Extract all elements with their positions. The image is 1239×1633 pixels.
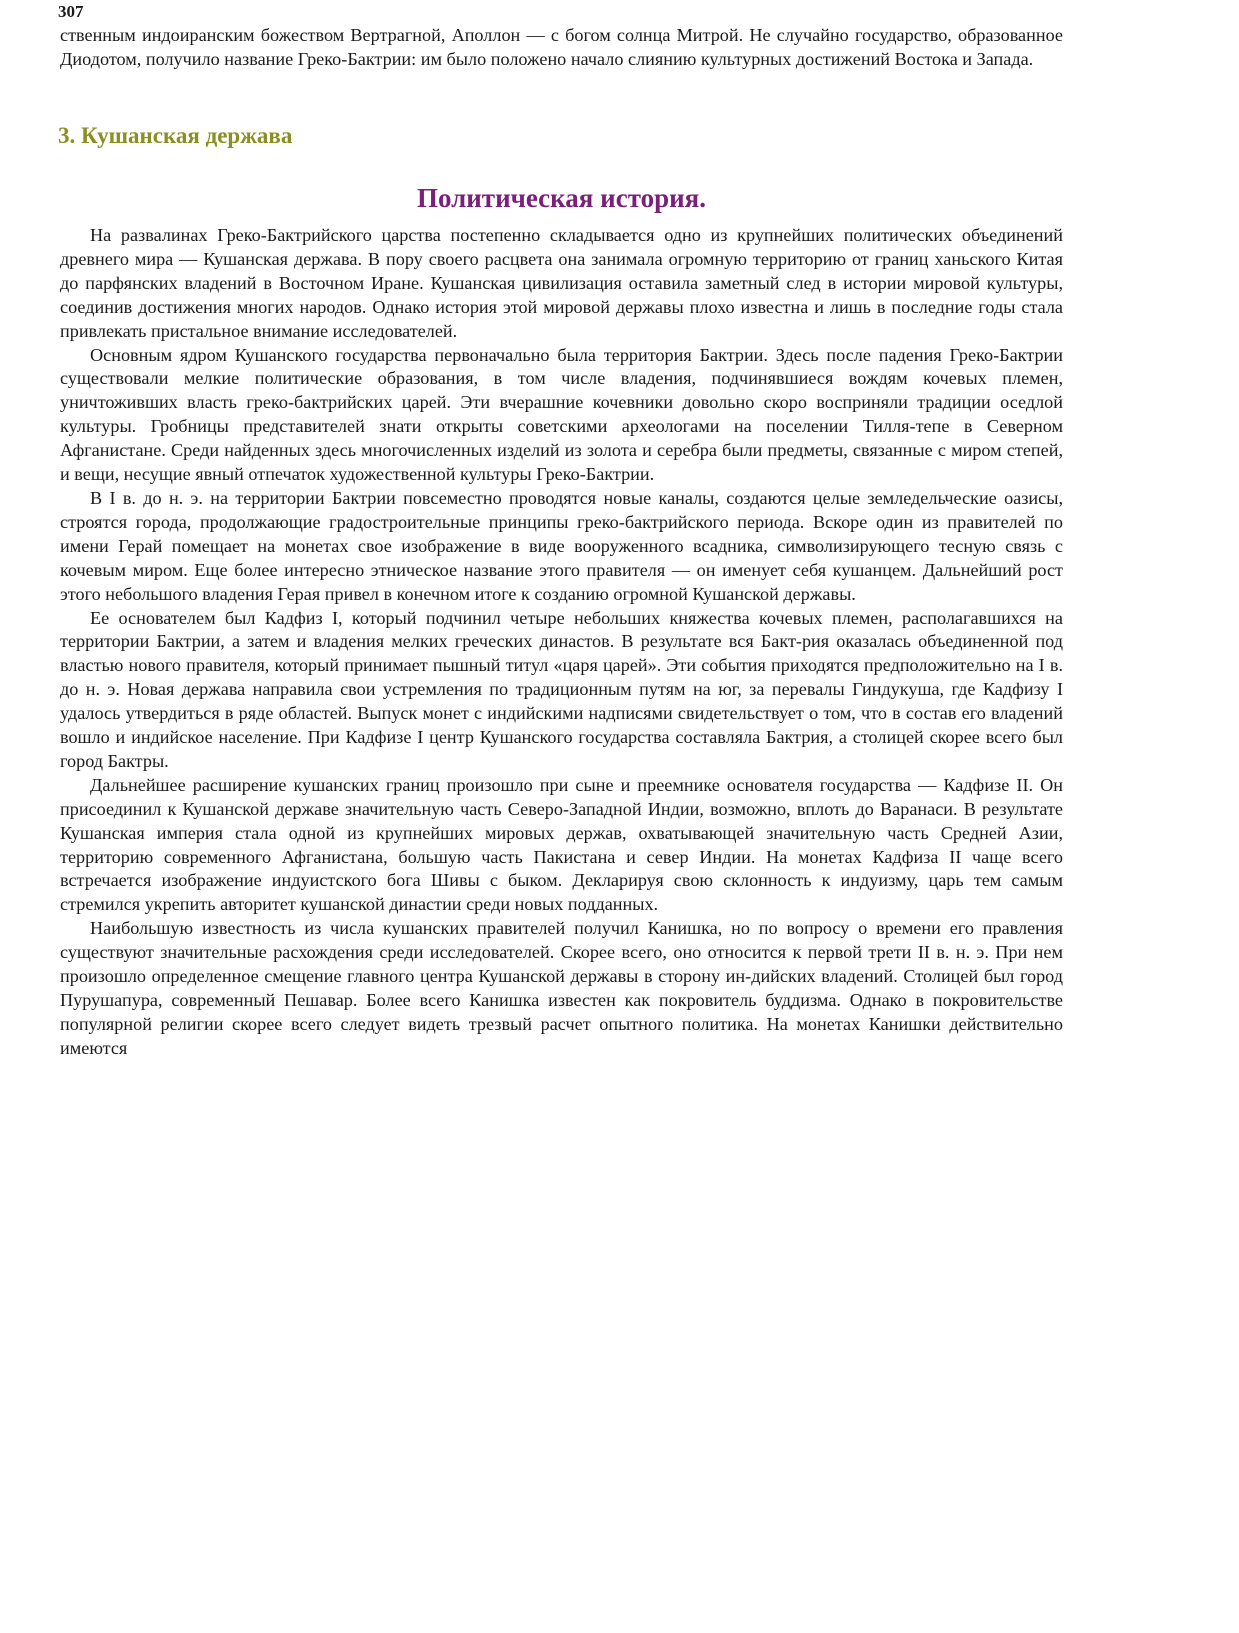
paragraph: На развалинах Греко-Бактрийского царства постепенно складывается одно из крупнейших политических объединений древнего мира — Кушанская держава. В пору своего расцвета она занимала огромную территорию от границ ханьского Китая до парфянских владений в Восточном Иране. Кушанская цивилизация оставила заметный след в истории мировой культуры, соединив достижения многих народов. Однако история этой мировой державы плохо известна и лишь в последние годы стала привлекать пристальное внимание исследователей. xyxy=(60,225,1063,341)
paragraph: Основным ядром Кушанского государства первоначально была территория Бактрии. Здесь после падения Греко-Бактрии существовали мелкие политические образования, в том числе владения, подчинявшиеся вождям кочевых племен, уничтоживших власть греко-бактрийских царей. Эти вчерашние кочевники довольно скоро восприняли традиции оседлой культуры. Гробницы представителей знати открыты советскими археологами на поселении Тилля-тепе в Северном Афганистане. Среди найденных здесь многочисленных изделий из золота и серебра были предметы, связанные с миром степей, и вещи, несущие явный отпечаток художественной культуры Греко-Бактрии. xyxy=(60,344,1063,485)
sub-heading: Политическая история. xyxy=(416,183,707,213)
body-text xyxy=(60,224,1063,1061)
paragraph: В I в. до н. э. на территории Бактрии повсеместно проводятся новые каналы, создаются целые земледельческие оазисы, строятся города, продолжающие градостроительные принципы греко-бактрийского периода. Вскоре один из правителей по имени Герай помещает на монетах свое изображение в виде вооруженного всадника, символизирующего тесную связь с кочевым миром. Еще более интересно этническое название этого правителя — он именует себя кушанцем. Дальнейший рост этого небольшого владения Герая привел в конечном итоге к созданию огромной Кушанской державы. xyxy=(60,487,1063,604)
page-number: 307 xyxy=(58,2,84,21)
section-heading: 3. Кушанская держава xyxy=(58,123,293,148)
paragraph: Ее основателем был Кадфиз I, который подчинил четыре небольших княжества кочевых племен, располагавшихся на территории Бактрии, а затем и владения мелких греческих династов. В результате вся Бакт-рия оказалась объединенной под властью нового правителя, который принимает пышный титул «царя царей». Эти события приходятся предположительно на I в. до н. э. Новая держава направила свои устремления по традиционным путям на юг, за перевалы Гиндукуша, где Кадфизу I удалось утвердиться в ряде областей. Выпуск монет с индийскими надписями свидетельствует о том, что в состав его владений вошло и индийское население. При Кадфизе I центр Кушанского государства составляла Бактрия, а столицей скорее всего был город Бактры. xyxy=(60,607,1063,771)
paragraph: Дальнейшее расширение кушанских границ произошло при сыне и преемнике основателя государства — Кадфизе II. Он присоединил к Кушанской державе значительную часть Северо-Западной Индии, возможно, вплоть до Варанаси. В результате Кушанская империя стала одной из крупнейших мировых держав, охватывающей значительную часть Средней Азии, территорию современного Афганистана, большую часть Пакистана и север Индии. На монетах Кадфиза II чаще всего встречается изображение индуистского бога Шивы с быком. Декларируя свою склонность к индуизму, царь тем самым стремился укрепить авторитет кушанской династии среди новых подданных. xyxy=(60,774,1063,915)
paragraph: Наибольшую известность из числа кушанских правителей получил Канишка, но по вопросу о времени его правления существуют значительные расхождения среди исследователей. Скорее всего, оно относится к первой трети II в. н. э. При нем произошло определенное смещение главного центра Кушанской державы в сторону ин-дийских владений. Столицей был город Пурушапура, современный Пешавар. Более всего Канишка известен как покровитель буддизма. Однако в покровительстве популярной религии скорее всего следует видеть трезвый расчет опытного политика. На монетах Канишки действительно имеются xyxy=(60,918,1063,1058)
intro-section xyxy=(60,24,1063,72)
intro-paragraph: ственным индоиранским божеством Вертрагной, Аполлон — с богом солнца Митрой. Не случайно государство, образованное Диодотом, получило название Греко-Бактрии: им было положено начало слиянию культурных достижений Востока и Запада. xyxy=(60,25,1063,69)
